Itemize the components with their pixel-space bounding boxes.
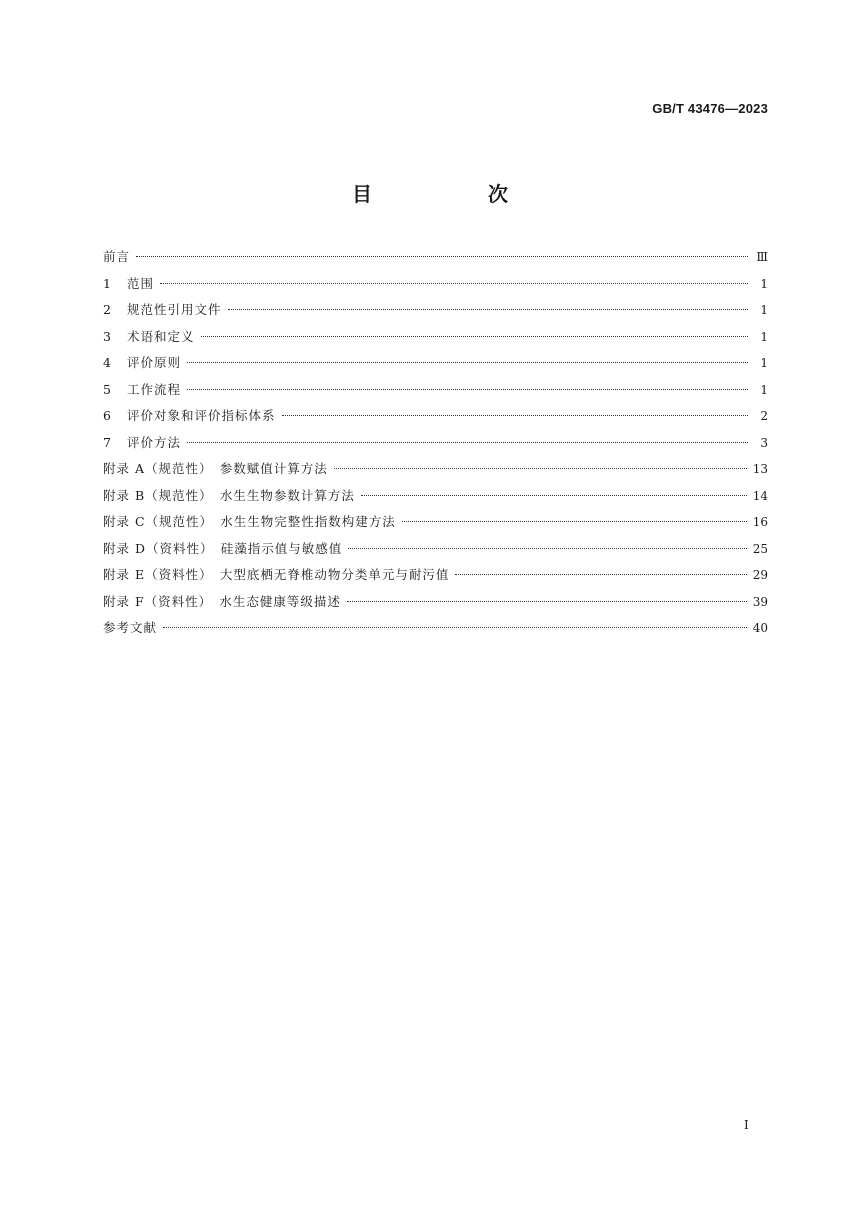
- page-title: 目 次: [352, 182, 556, 206]
- toc-entry-1[interactable]: [103, 271, 768, 298]
- toc-entry-appendix-f[interactable]: [103, 589, 768, 616]
- toc-leader-dots: [348, 548, 746, 549]
- toc-entry-text: 前言: [103, 249, 131, 264]
- toc-leader-dots: [187, 389, 748, 390]
- toc-entry-page: Ⅲ: [756, 250, 768, 264]
- toc-entry-text: 附录 F（资料性） 水生态健康等级描述: [103, 593, 341, 609]
- toc-entry-page: 14: [752, 488, 768, 503]
- toc-entry-page: 39: [752, 594, 768, 609]
- toc-leader-dots: [347, 601, 747, 602]
- toc-leader-dots: [187, 362, 748, 363]
- toc-entry-text: 范围: [127, 275, 155, 291]
- toc-entry-page: 1: [760, 382, 768, 397]
- toc-entry-text: 附录 B（规范性） 水生生物参数计算方法: [103, 487, 355, 503]
- toc-entry-page: 2: [760, 409, 768, 423]
- toc-entry-number: 1: [103, 275, 111, 291]
- toc-entry-appendix-e[interactable]: [103, 562, 768, 589]
- toc-entry-number: 7: [103, 434, 111, 450]
- toc-entry-number: 2: [103, 302, 111, 317]
- toc-entry-4[interactable]: [103, 350, 768, 377]
- toc-entry-6[interactable]: [103, 403, 768, 430]
- toc-entry-text: 附录 E（资料性） 大型底栖无脊椎动物分类单元与耐污值: [103, 567, 450, 582]
- toc-leader-dots: [402, 521, 747, 522]
- toc-entry-page: 25: [752, 541, 768, 556]
- toc-entry-text: 附录 C（规范性） 水生生物完整性指数构建方法: [103, 514, 396, 529]
- toc-entry-text: 术语和定义: [127, 328, 195, 344]
- toc-entry-number: 5: [103, 381, 111, 397]
- toc-entry-number: 3: [103, 328, 111, 344]
- toc-entry-page: 29: [752, 568, 768, 582]
- toc-entry-page: 1: [760, 303, 768, 317]
- toc-entry-appendix-a[interactable]: [103, 456, 768, 483]
- toc-entry-text: 评价原则: [127, 355, 182, 370]
- toc-leader-dots: [334, 468, 747, 469]
- toc-entry-text: 附录 D（资料性） 硅藻指示值与敏感值: [103, 540, 343, 556]
- toc-entry-5[interactable]: [103, 377, 768, 404]
- toc-entry-2[interactable]: [103, 297, 768, 324]
- toc-entry-appendix-d[interactable]: [103, 536, 768, 563]
- toc-entry-text: 工作流程: [127, 381, 182, 397]
- toc-entry-references[interactable]: [103, 615, 768, 642]
- toc-entry-page: 1: [760, 276, 768, 291]
- table-of-contents: [103, 244, 768, 642]
- toc-entry-page: 13: [752, 462, 768, 476]
- toc-leader-dots: [136, 256, 748, 257]
- toc-entry-page: 16: [752, 515, 768, 529]
- standard-code: GB/T 43476—2023: [652, 101, 768, 116]
- toc-entry-7[interactable]: [103, 430, 768, 457]
- toc-entry-text: 参考文献: [103, 620, 158, 635]
- toc-entry-appendix-b[interactable]: [103, 483, 768, 510]
- toc-leader-dots: [361, 495, 747, 496]
- toc-leader-dots: [201, 336, 748, 337]
- toc-entry-page: 3: [760, 435, 768, 450]
- toc-entry-text: 评价对象和评价指标体系: [127, 408, 276, 423]
- toc-entry-page: 1: [760, 356, 768, 370]
- toc-leader-dots: [282, 415, 748, 416]
- toc-entry-text: 附录 A（规范性） 参数赋值计算方法: [103, 461, 328, 476]
- toc-entry-number: 6: [103, 408, 111, 423]
- toc-entry-appendix-c[interactable]: [103, 509, 768, 536]
- toc-entry-3[interactable]: [103, 324, 768, 351]
- page-number: I: [744, 1118, 749, 1132]
- toc-leader-dots: [455, 574, 746, 575]
- toc-entry-number: 4: [103, 355, 111, 370]
- toc-leader-dots: [228, 309, 748, 310]
- toc-entry-page: 40: [752, 621, 768, 635]
- toc-entry-foreword[interactable]: [103, 244, 768, 271]
- toc-entry-text: 规范性引用文件: [127, 302, 222, 317]
- toc-leader-dots: [160, 283, 748, 284]
- toc-leader-dots: [163, 627, 747, 628]
- toc-entry-text: 评价方法: [127, 434, 182, 450]
- toc-leader-dots: [187, 442, 748, 443]
- toc-entry-page: 1: [760, 329, 768, 344]
